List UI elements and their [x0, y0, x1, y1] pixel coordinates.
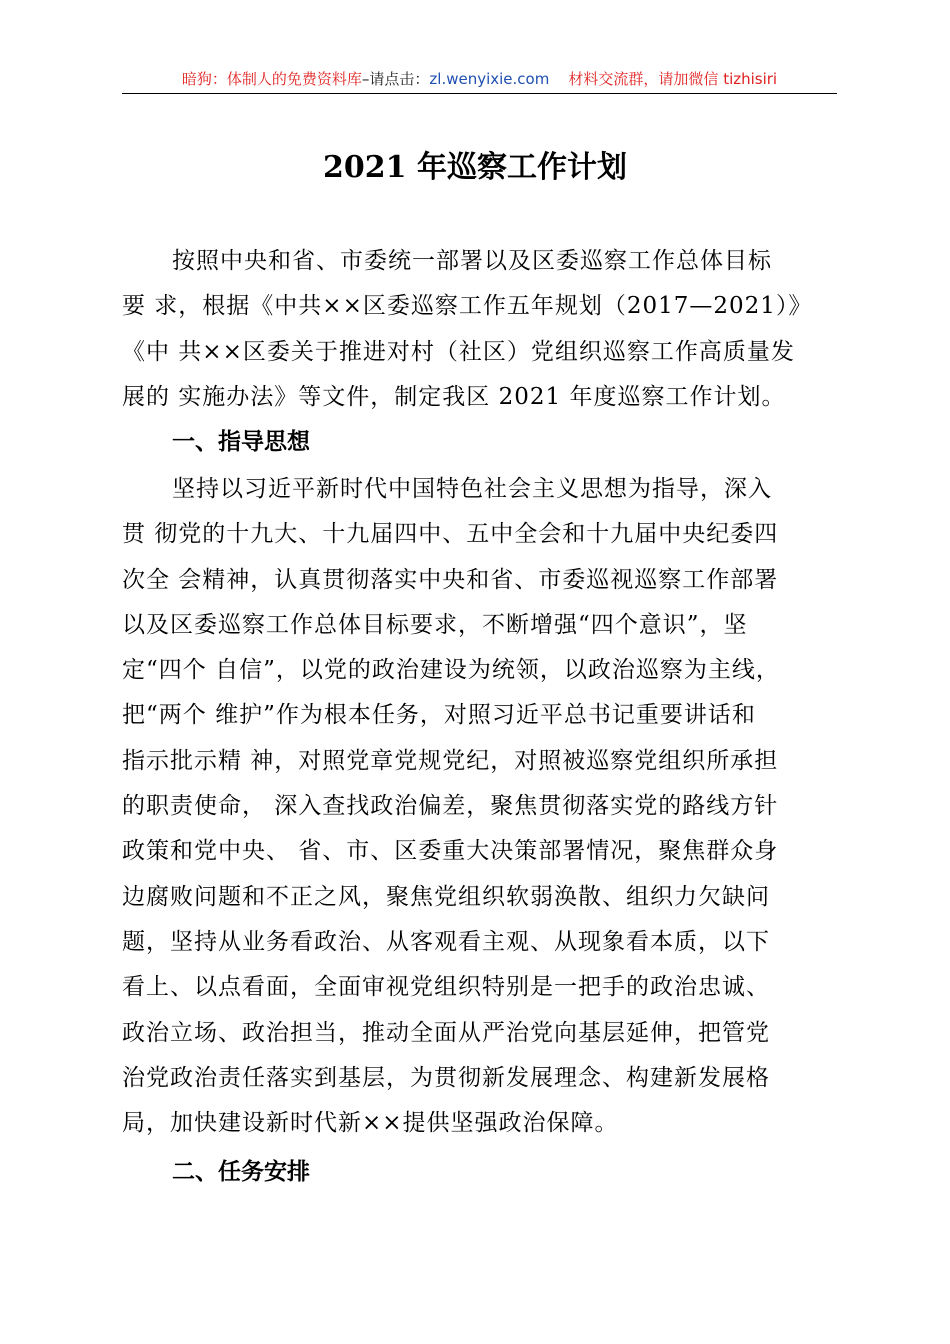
header-link-label: –请点击： [361, 70, 430, 88]
section1-line: 政策和党中央、 省、市、区委重大决策部署情况，聚焦群众身 [122, 838, 779, 865]
intro-paragraph [122, 239, 842, 420]
section1-paragraph [122, 467, 842, 1146]
section1-line: 看上、以点看面，全面审视党组织特别是一把手的政治忠诚、 [122, 974, 770, 1001]
section1-line: 定“四个 自信”，以党的政治建设为统领，以政治巡察为主线， [122, 657, 780, 684]
page-header [122, 66, 837, 92]
section1-line: 题，坚持从业务看政治、从客观看主观、从现象看本质，以下 [122, 928, 770, 955]
header-url-link[interactable]: zl.wenyixie.com [429, 70, 550, 88]
header-prefix: 暗狗：体制人的免费资料库 [181, 70, 362, 88]
section1-line: 坚持以习近平新时代中国特色社会主义思想为指导，深入 [172, 476, 772, 502]
section-heading-guiding-ideology: 一、指导思想 [172, 429, 310, 455]
section1-line: 以及区委巡察工作总体目标要求，不断增强“四个意识”，坚 [122, 611, 748, 638]
intro-line: 要 求，根据《中共××区委巡察工作五年规划（2017—2021）》 [122, 293, 813, 320]
section1-line: 次全 会精神，认真贯彻落实中央和省、市委巡视巡察工作部署 [122, 566, 779, 593]
section1-line: 把“两个 维护”作为根本任务，对照习近平总书记重要讲话和 [122, 702, 756, 729]
section1-line: 指示批示精 神，对照党章党规党纪，对照被巡察党组织所承担 [122, 747, 779, 774]
section1-line: 的职责使命， 深入查找政治偏差，聚焦贯彻落实党的路线方针 [122, 793, 779, 820]
section1-line: 贯 彻党的十九大、十九届四中、五中全会和十九届中央纪委四 [122, 521, 779, 548]
document-title: 2021 年巡察工作计划 [323, 150, 627, 185]
section1-line: 局，加快建设新时代新××提供坚强政治保障。 [122, 1110, 619, 1137]
section1-line: 政治立场、政治担当，推动全面从严治党向基层延伸，把管党 [122, 1019, 770, 1046]
intro-line: 展的 实施办法》等文件，制定我区 2021 年度巡察工作计划。 [122, 383, 786, 410]
header-contact: 材料交流群，请加微信 tizhisiri [568, 70, 778, 88]
intro-line: 按照中央和省、市委统一部署以及区委巡察工作总体目标 [172, 248, 772, 274]
header-divider [122, 93, 837, 94]
intro-line: 《中 共××区委关于推进对村（社区）党组织巡察工作高质量发 [122, 338, 795, 365]
section-heading-task-arrangement: 二、任务安排 [172, 1159, 310, 1185]
section1-line: 边腐败问题和不正之风，聚焦党组织软弱涣散、组织力欠缺问 [122, 883, 770, 910]
section1-line: 治党政治责任落实到基层，为贯彻新发展理念、构建新发展格 [122, 1064, 770, 1091]
